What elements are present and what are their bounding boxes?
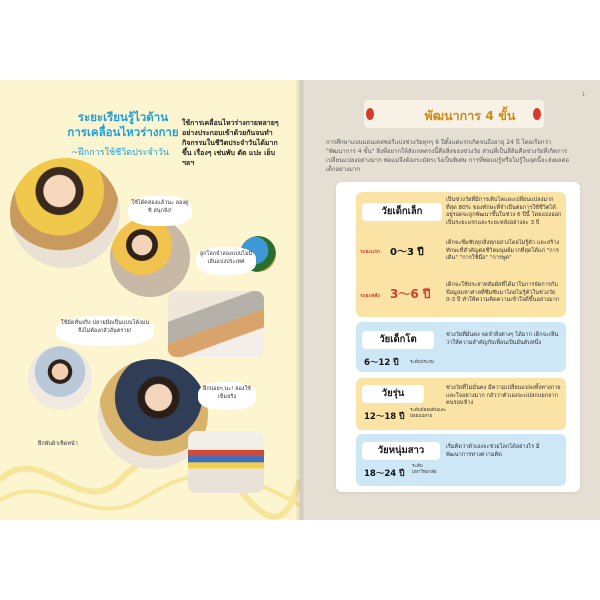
stage-1b-desc: เด็กจะใช้ประสาทสัมผัสที่ได้มาในการจัดการกับข้อมูลมหาศาลที่ซึมซับมาโดยไม่รู้ตัวในช่วงวัย 0-3 ปี ทำให้ความคิดความเข้าใจดีขึ้นอย่างมาก <box>446 282 560 304</box>
photo-caption: ฝึกพับผ้าเช็ดหน้า <box>38 441 78 447</box>
right-heading: พัฒนาการ 4 ขั้น <box>424 108 516 123</box>
stage-4-range: 18〜24 ปี <box>364 469 405 479</box>
speech-bubble-3: ใช้มีดหั่นจริง ปลายมีดเป็นแบบโค้งมนจึงไม่ต้องกลัวอันตราย! <box>56 316 154 346</box>
stage-3-range: 12〜18 ปี <box>364 412 405 422</box>
stage-1b-range: 3〜6 ปี <box>390 287 431 301</box>
stage-3-desc: ช่วงวัยที่ไม่มั่นคง มีความเปลี่ยนแปลงทั้งทางกายและใจอย่างมาก กลัวว่าตัวเองจะแปลกแยกจากคนรอบข้าง <box>446 385 561 407</box>
photo-child-folding <box>28 346 92 410</box>
speech-bubble-1: ใช้ได้คล่องแล้วนะ ลองดูซิ สนุกจัง! <box>128 196 192 226</box>
left-title <box>58 110 188 140</box>
stage-1b-tag: ระยะหลัง <box>360 293 380 299</box>
left-subtitle: ~ฝึกการใช้ชีวิตประจำวัน <box>70 148 170 158</box>
stage-4-level: ระดับมหาวิทยาลัย <box>412 464 437 475</box>
right-intro: การศึกษาแบบมอนเตสซอรีแบ่งช่วงวัยทุกๆ 6 ปีตั้งแต่แรกเกิดจนถึงอายุ 24 ปี โดยเรียกว่า "พัฒนาการ 4 ขั้น" สิ่งที่อยากให้สังเกตตรงนี้คือสิ่งของช่วงวัย ส่วนที่เป็นสีส้มคือช่วงวัยที่เกิดการเปลี่ยนแปลงอย่างมาก พ่อแม่จึงต้องระมัดระวังเป็นพิเศษ การที่พ่อแม่รู้หรือไม่รู้ในจุดนี้จะส่งผลต่อเด็กอย่างมาก <box>326 139 569 173</box>
stage-1a-tag: ระยะแรก <box>360 249 380 255</box>
stage-2-desc: ช่วงวัยที่มั่นคง จดจำสิ่งต่างๆ ได้มาก เด็กจะเห็นว่าให้ความสำคัญกับเพื่อนเป็นอันดับหนึ่ง <box>446 332 559 346</box>
left-title-line1: ระยะเรียนรู้ไวด้าน <box>77 110 169 124</box>
stage-2-range: 6〜12 ปี <box>364 358 399 368</box>
left-title-line2: การเคลื่อนไหวร่างกาย <box>67 125 179 139</box>
speech-bubble-4: ฝึกบ่อยๆ นะ! ลองใช้เข็มจริง <box>198 382 256 410</box>
stage-1a-desc: เด็กจะซึมซับทุกสิ่งทุกอย่างโดยไม่รู้ตัว และสร้างทักษะที่สำคัญต่อชีวิตมนุษย์มากที่สุดได้แก่ "การเดิน" "การใช้มือ" "การพูด" <box>446 240 560 262</box>
photo-sewing-materials <box>188 431 264 493</box>
stage-1-desc: เป็นช่วงวัยที่มีการเติบโตและเปลี่ยนแปลงมากที่สุด 80% ของทักษะที่จำเป็นต่อการใช้ชีวิตได้อยู่รอดจะถูกพัฒนาขึ้นในช่วง 6 ปีนี้ โดยแบ่งออกเป็นระยะแรกและระยะหลังอย่างละ 3 ปี <box>446 197 562 226</box>
stage-4-desc: เริ่มคิดว่าตัวเองจะช่วยโลกได้อย่างไร มีพัฒนาการทางความคิด <box>446 444 540 458</box>
speech-bubble-2: ลูกโลกจำลองแบบไม่มีเส้นแบ่งประเทศ <box>196 247 256 275</box>
photo-knife-tray <box>168 291 264 357</box>
photo-child-whisking <box>10 158 120 268</box>
page-gutter <box>296 80 304 520</box>
stage-3-level: ระดับมัธยมต้นและมัธยมปลาย <box>410 408 447 419</box>
heading-dot-left <box>366 108 374 120</box>
stage-4-name: วัยหนุ่มสาว <box>362 442 440 460</box>
stage-1-name: วัยเด็กเล็ก <box>362 203 442 221</box>
stage-1a-range: 0〜3 ปี <box>390 247 424 258</box>
stage-3-name: วัยรุ่น <box>362 385 424 403</box>
stage-2-level: ระดับประถม <box>410 360 434 365</box>
page-number: 1 <box>582 92 586 98</box>
stage-2-name: วัยเด็กโต <box>362 331 434 349</box>
left-intro: ใช้การเคลื่อนไหวร่างกายหลายๆ อย่างประกอบเข้าด้วยกันจนทำกิจกรรมในชีวิตประจำวันได้มากขึ้น เรื่องๆ เช่นพับ ตัด แปะ เย็บ ฯลฯ <box>182 119 279 167</box>
photo-child-cutting <box>110 217 190 297</box>
